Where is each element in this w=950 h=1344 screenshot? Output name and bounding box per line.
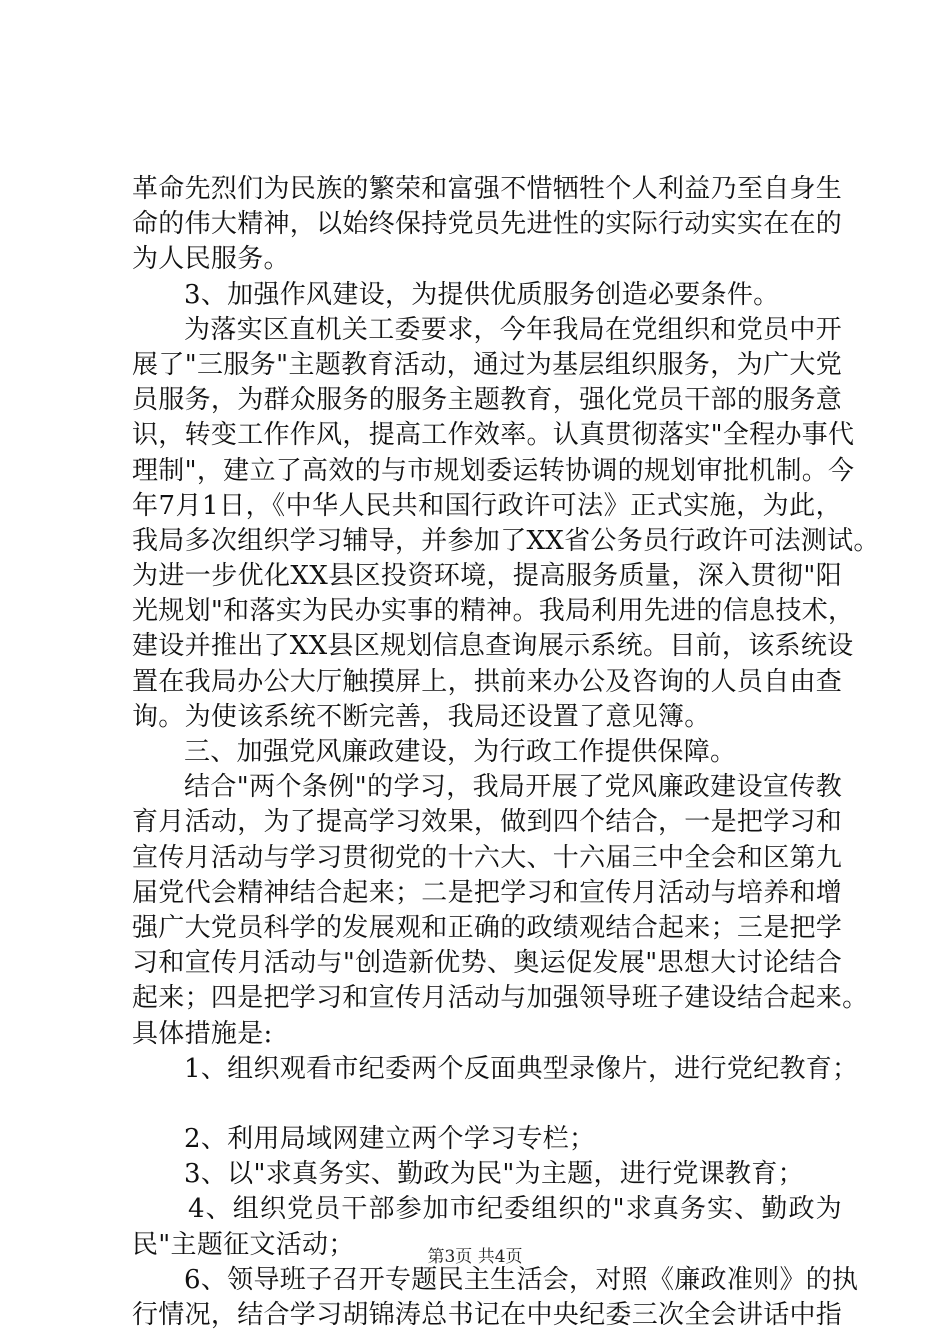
section-heading: 3、加强作风建设，为提供优质服务创造必要条件。 xyxy=(184,279,780,310)
document-body xyxy=(132,172,880,1333)
text-line: 年7月1日，《中华人民共和国行政许可法》正式实施，为此， xyxy=(132,490,842,521)
text-line: 育月活动，为了提高学习效果，做到四个结合，一是把学习和 xyxy=(132,807,843,838)
text-line: 命的伟大精神，以始终保持党员先进性的实际行动实实在在的 xyxy=(132,209,843,240)
text-line: 起来；四是把学习和宣传月活动与加强领导班子建设结合起来。 xyxy=(132,983,869,1014)
section-heading: 三、加强党风廉政建设，为行政工作提供保障。 xyxy=(184,737,737,767)
text-line: 员服务，为群众服务的服务主题教育，强化党员干部的服务意 xyxy=(132,385,843,416)
text-line: 革命先烈们为民族的繁荣和富强不惜牺牲个人利益乃至自身生 xyxy=(132,174,843,204)
text-line: 为人民服务。 xyxy=(132,244,290,275)
text-line: 强广大党员科学的发展观和正确的政绩观结合起来；三是把学 xyxy=(132,912,843,943)
text-line: 我局多次组织学习辅导，并参加了XX省公务员行政许可法测试。 xyxy=(132,525,880,556)
list-item: 2、利用局域网建立两个学习专栏； xyxy=(184,1124,596,1155)
list-item: 3、以"求真务实、勤政为民"为主题，进行党课教育； xyxy=(184,1159,804,1190)
text-line: 宣传月活动与学习贯彻党的十六大、十六届三中全会和区第九 xyxy=(132,842,843,873)
list-item: 6、领导班子召开专题民主生活会，对照《廉政准则》的执 xyxy=(184,1264,859,1295)
list-item: 1、组织观看市纪委两个反面典型录像片，进行党纪教育； xyxy=(184,1053,859,1084)
text-line: 民"主题征文活动； xyxy=(132,1229,355,1260)
text-line: 为进一步优化XX县区投资环境，提高服务质量，深入贯彻"阳 xyxy=(132,561,842,592)
blank-line xyxy=(132,1087,842,1122)
text-line: 光规划"和落实为民办实事的精神。我局利用先进的信息技术， xyxy=(132,596,855,627)
text-line: 具体措施是: xyxy=(132,1018,273,1049)
page-number-footer: 第3页 共4页 xyxy=(427,1247,523,1267)
text-line: 结合"两个条例"的学习，我局开展了党风廉政建设宣传教 xyxy=(184,772,842,803)
text-line: 询。为使该系统不断完善，我局还设置了意见簿。 xyxy=(132,701,711,732)
text-line: 行情况，结合学习胡锦涛总书记在中央纪委三次全会讲话中指 xyxy=(132,1300,843,1330)
text-line: 习和宣传月活动与"创造新优势、奥运促发展"思想大讨论结合 xyxy=(132,948,842,979)
text-line: 建设并推出了XX县区规划信息查询展示系统。目前，该系统设 xyxy=(132,631,854,662)
text-line: 置在我局办公大厅触摸屏上，拱前来办公及咨询的人员自由查 xyxy=(132,666,843,697)
text-line: 届党代会精神结合起来；二是把学习和宣传月活动与培养和增 xyxy=(132,877,843,908)
list-item: 4、组织党员干部参加市纪委组织的"求真务实、勤政为 xyxy=(188,1194,842,1225)
text-line: 为落实区直机关工委要求，今年我局在党组织和党员中开 xyxy=(184,314,842,345)
text-line: 展了"三服务"主题教育活动，通过为基层组织服务，为广大党 xyxy=(132,349,842,380)
text-line: 理制"，建立了高效的与市规划委运转协调的规划审批机制。今 xyxy=(132,455,855,486)
text-line: 识，转变工作作风，提高工作效率。认真贯彻落实"全程办事代 xyxy=(132,420,855,451)
